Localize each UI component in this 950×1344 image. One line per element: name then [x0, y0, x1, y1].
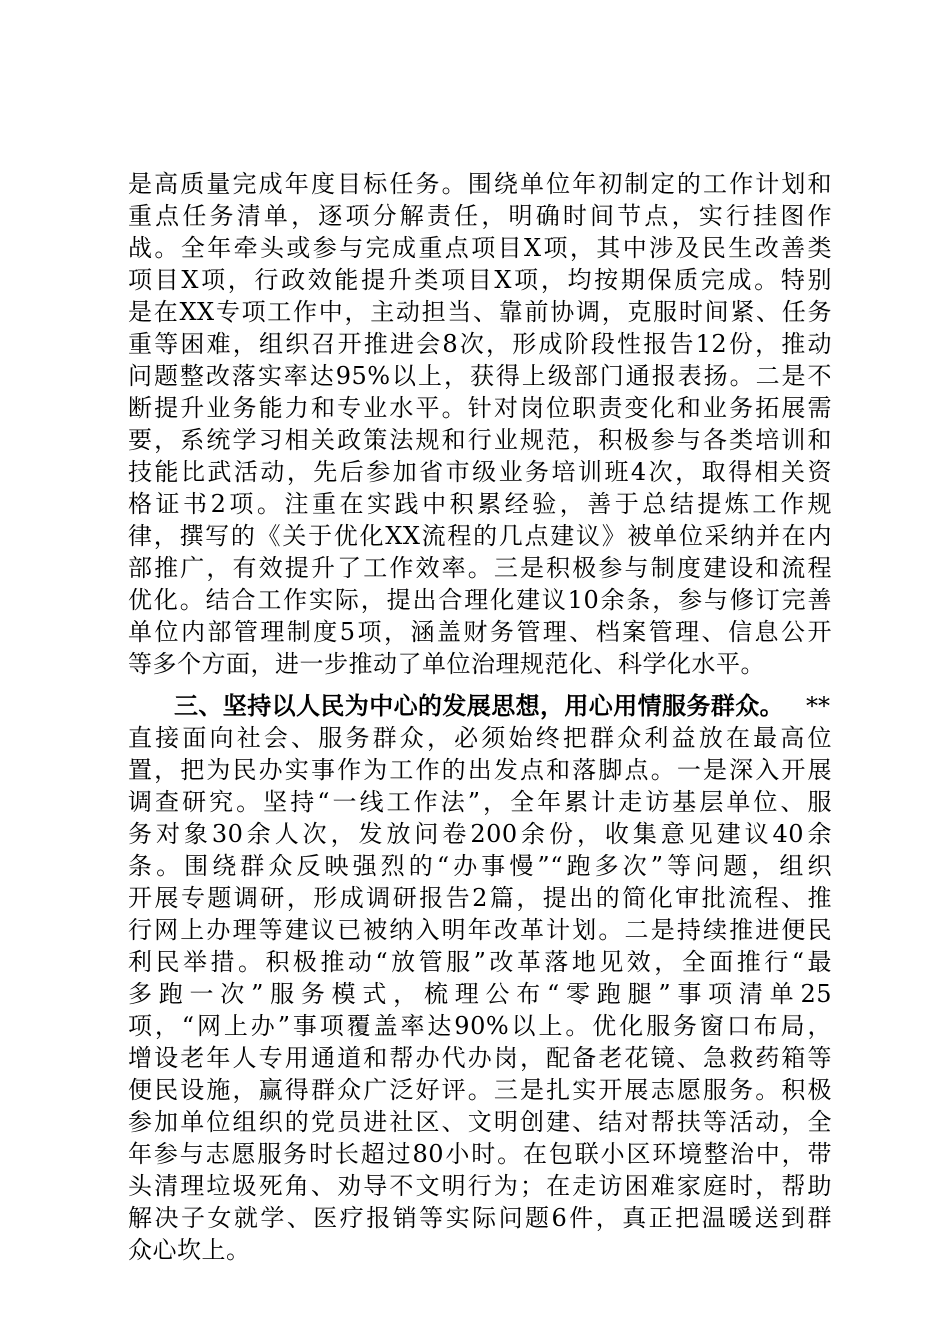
- section-heading-marker: **: [806, 692, 830, 720]
- text-line: 头清理垃圾死角、劝导不文明行为；在走访困难家庭时，帮助: [128, 1172, 832, 1200]
- text-line: 项目X项，行政效能提升类项目X项，均按期保质完成。特别: [128, 266, 832, 294]
- text-line: 要，系统学习相关政策法规和行业规范，积极参与各类培训和: [128, 426, 832, 454]
- text-line: 解决子女就学、医疗报销等实际问题6件，真正把温暖送到群: [128, 1204, 832, 1232]
- text-line: 年参与志愿服务时长超过80小时。在包联小区环境整治中，带: [128, 1140, 832, 1168]
- section-heading-text: 三、坚持以人民为中心的发展思想，用心用情服务群众。: [174, 691, 784, 720]
- text-line: 条。围绕群众反映强烈的“办事慢”“跑多次”等问题，组织: [128, 852, 832, 880]
- text-line: 项，“网上办”事项覆盖率达90%以上。优化服务窗口布局，: [128, 1012, 832, 1040]
- text-line: 部推广，有效提升了工作效率。三是积极参与制度建设和流程: [128, 554, 832, 582]
- text-line: 调查研究。坚持“一线工作法”，全年累计走访基层单位、服: [128, 788, 832, 816]
- section-heading: [128, 690, 832, 722]
- text-line: 便民设施，赢得群众广泛好评。三是扎实开展志愿服务。积极: [128, 1076, 832, 1104]
- text-line: 多跑一次”服务模式，梳理公布“零跑腿”事项清单25: [128, 980, 832, 1008]
- text-line: 利民举措。积极推动“放管服”改革落地见效，全面推行“最: [128, 948, 832, 976]
- text-line: 置，把为民办实事作为工作的出发点和落脚点。一是深入开展: [128, 756, 832, 784]
- text-line: 重等困难，组织召开推进会8次，形成阶段性报告12份，推动: [128, 330, 832, 358]
- text-line: 重点任务清单，逐项分解责任，明确时间节点，实行挂图作: [128, 202, 832, 230]
- text-line: 格证书2项。注重在实践中积累经验，善于总结提炼工作规: [128, 490, 832, 518]
- text-line: 断提升业务能力和专业水平。针对岗位职责变化和业务拓展需: [128, 394, 832, 422]
- text-line: 优化。结合工作实际，提出合理化建议10余条，参与修订完善: [128, 586, 832, 614]
- text-line: 问题整改落实率达95%以上，获得上级部门通报表扬。二是不: [128, 362, 832, 390]
- text-line: 律，撰写的《关于优化XX流程的几点建议》被单位采纳并在内: [128, 522, 832, 550]
- text-line: 务对象30余人次，发放问卷200余份，收集意见建议40余: [128, 820, 832, 848]
- text-line: 是高质量完成年度目标任务。围绕单位年初制定的工作计划和: [128, 170, 832, 198]
- text-line: 增设老年人专用通道和帮办代办岗，配备老花镜、急救药箱等: [128, 1044, 832, 1072]
- document-page: [128, 0, 832, 1344]
- text-line: 开展专题调研，形成调研报告2篇，提出的简化审批流程、推: [128, 884, 832, 912]
- text-line: 技能比武活动，先后参加省市级业务培训班4次，取得相关资: [128, 458, 832, 486]
- text-line: 是在XX专项工作中，主动担当、靠前协调，克服时间紧、任务: [128, 298, 832, 326]
- text-line: 单位内部管理制度5项，涵盖财务管理、档案管理、信息公开: [128, 618, 832, 646]
- text-line: 众心坎上。: [128, 1236, 251, 1264]
- text-line: 等多个方面，进一步推动了单位治理规范化、科学化水平。: [128, 650, 765, 678]
- text-line: 参加单位组织的党员进社区、文明创建、结对帮扶等活动，全: [128, 1108, 832, 1136]
- text-line: 直接面向社会、服务群众，必须始终把群众利益放在最高位: [128, 724, 832, 752]
- text-line: 战。全年牵头或参与完成重点项目X项，其中涉及民生改善类: [128, 234, 832, 262]
- text-line: 行网上办理等建议已被纳入明年改革计划。二是持续推进便民: [128, 916, 832, 944]
